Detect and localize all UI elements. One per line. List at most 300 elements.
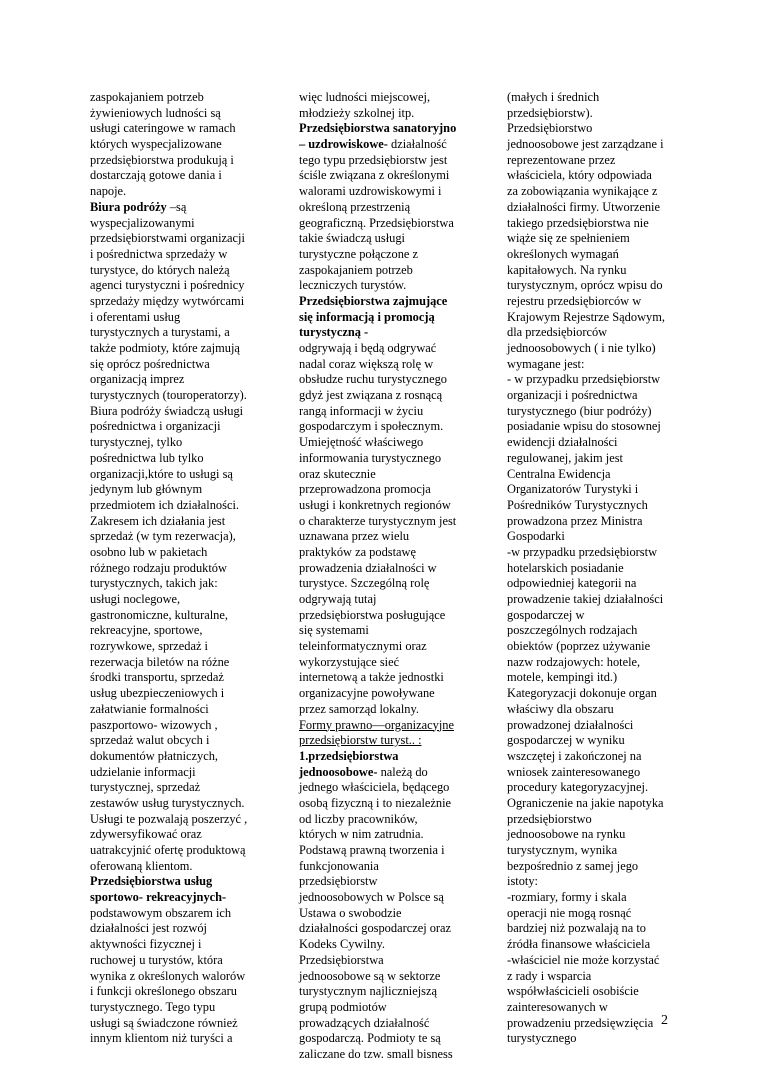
text-line bbox=[299, 184, 479, 200]
text-segment: usługi są świadczone również bbox=[90, 1015, 238, 1030]
text-segment: Usługi te pozwalają poszerzyć , bbox=[90, 811, 248, 826]
text-segment: źródła finansowe właściciela bbox=[507, 937, 651, 952]
text-segment: się systemami bbox=[299, 623, 369, 638]
text-segment: przedmiotem ich działalności. bbox=[90, 497, 239, 512]
text-line bbox=[507, 1000, 687, 1016]
text-line bbox=[90, 639, 265, 655]
text-line bbox=[299, 388, 479, 404]
text-line bbox=[90, 514, 265, 530]
text-segment: osobno lub w pakietach bbox=[90, 544, 208, 559]
text-segment: usług ubezpieczeniowych i bbox=[90, 686, 225, 701]
text-segment: i pośrednictwa sprzedaży w bbox=[90, 246, 228, 261]
text-segment: bezpośrednio z samej jego bbox=[507, 858, 639, 873]
text-segment: uatrakcyjnić ofertę produktową bbox=[90, 843, 246, 857]
text-line bbox=[90, 623, 265, 639]
text-segment: wyspecjalizowanymi bbox=[90, 215, 195, 230]
text-segment: Pośredników Turystycznych bbox=[507, 497, 648, 512]
text-line bbox=[90, 592, 265, 608]
text-line bbox=[90, 937, 265, 953]
text-segment: regulowanej, jakim jest bbox=[507, 450, 623, 465]
text-line bbox=[507, 184, 687, 200]
text-line bbox=[299, 325, 479, 341]
text-segment: gastronomiczne, kulturalne, bbox=[90, 607, 228, 622]
text-segment: prowadzenie takiej działalności bbox=[507, 592, 664, 606]
text-segment: udzielanie informacji bbox=[90, 764, 196, 779]
text-line bbox=[299, 921, 479, 937]
text-line bbox=[90, 263, 265, 279]
text-line bbox=[90, 796, 265, 812]
text-line bbox=[90, 859, 265, 875]
text-line bbox=[507, 200, 687, 216]
text-line bbox=[507, 357, 687, 373]
text-segment: Przedsiębiorstwa usług bbox=[90, 874, 213, 889]
text-line bbox=[299, 106, 479, 122]
text-segment: obsłudze ruchu turystycznego bbox=[299, 372, 447, 387]
text-segment: jednoosobowe- bbox=[299, 764, 378, 779]
text-segment: Przedsiębiorstwa sanatoryjno bbox=[299, 121, 457, 136]
text-segment: turystycznych a turystami, a bbox=[90, 325, 230, 340]
text-segment: usługi noclegowe, bbox=[90, 592, 181, 606]
text-line bbox=[90, 247, 265, 263]
text-segment: oferowaną klientom. bbox=[90, 858, 193, 873]
text-segment: takiego przedsiębiorstwa nie bbox=[507, 215, 649, 230]
text-line bbox=[299, 827, 479, 843]
text-line bbox=[507, 168, 687, 184]
text-line bbox=[90, 372, 265, 388]
text-line bbox=[299, 341, 479, 357]
text-line bbox=[299, 278, 479, 294]
text-segment: grupą podmiotów bbox=[299, 999, 387, 1014]
text-line bbox=[90, 184, 265, 200]
text-segment: wykorzystujące sieć bbox=[299, 654, 400, 669]
text-segment: gospodarczą. Podmioty te są bbox=[299, 1031, 441, 1046]
text-segment: o charakterze turystycznym jest bbox=[299, 513, 457, 528]
text-segment: innym klientom niż turyści a bbox=[90, 1031, 233, 1046]
text-segment: -właściciel nie może korzystać bbox=[507, 952, 660, 967]
text-segment: Biura podróży świadczą usługi bbox=[90, 403, 244, 418]
text-line bbox=[507, 921, 687, 937]
text-line bbox=[299, 1031, 479, 1047]
text-segment: przedsiębiorstw turyst.. : bbox=[299, 733, 422, 748]
text-line bbox=[90, 106, 265, 122]
text-line bbox=[299, 168, 479, 184]
text-line bbox=[90, 310, 265, 326]
text-line bbox=[90, 686, 265, 702]
text-segment: załatwianie formalności bbox=[90, 701, 209, 716]
text-column-2 bbox=[299, 90, 479, 1063]
text-segment: od liczby pracowników, bbox=[299, 811, 418, 826]
text-line bbox=[299, 90, 479, 106]
text-line bbox=[299, 592, 479, 608]
text-line bbox=[90, 843, 265, 859]
text-line bbox=[90, 435, 265, 451]
text-segment: turystycznych (touroperatorzy). bbox=[90, 388, 247, 403]
text-segment: reprezentowane przez bbox=[507, 152, 616, 167]
text-line bbox=[299, 702, 479, 718]
text-line bbox=[299, 137, 479, 153]
text-line bbox=[507, 984, 687, 1000]
text-line bbox=[507, 419, 687, 435]
text-line bbox=[299, 514, 479, 530]
text-segment: Zakresem ich działania jest bbox=[90, 513, 226, 528]
text-line bbox=[299, 780, 479, 796]
text-segment: walorami uzdrowiskowymi i bbox=[299, 184, 442, 199]
text-segment: Przedsiębiorstwa bbox=[299, 952, 384, 967]
text-segment: usługi i konkretnych regionów bbox=[299, 497, 451, 512]
text-segment: agenci turystyczni i pośrednicy bbox=[90, 278, 245, 293]
text-line bbox=[299, 247, 479, 263]
text-segment: żywieniowych ludności są bbox=[90, 105, 221, 120]
text-line bbox=[299, 404, 479, 420]
text-segment: przedsiębiorstw bbox=[299, 874, 378, 889]
text-line bbox=[299, 435, 479, 451]
text-segment: aktywności fizycznej i bbox=[90, 937, 202, 952]
text-line bbox=[90, 655, 265, 671]
text-segment: odgrywają tutaj bbox=[299, 592, 377, 606]
text-segment: zestawów usług turystycznych. bbox=[90, 795, 245, 810]
text-segment: zaspokajaniem potrzeb bbox=[90, 90, 204, 104]
text-segment: 1.przedsiębiorstwa bbox=[299, 748, 399, 763]
text-line bbox=[90, 341, 265, 357]
text-segment: odgrywają i będą odgrywać bbox=[299, 341, 437, 355]
text-segment: ewidencji działalności bbox=[507, 435, 618, 450]
text-segment: turystyce. Szczególną rolę bbox=[299, 576, 430, 591]
text-line bbox=[299, 419, 479, 435]
text-line bbox=[299, 984, 479, 1000]
text-segment: określoną przestrzenią bbox=[299, 199, 411, 214]
text-line bbox=[507, 153, 687, 169]
text-segment: pośrednictwa lub tylko bbox=[90, 450, 204, 465]
text-line bbox=[90, 153, 265, 169]
text-segment: należą do bbox=[377, 764, 428, 779]
text-segment: uznawana przez wielu bbox=[299, 529, 410, 544]
text-line bbox=[507, 137, 687, 153]
text-line bbox=[299, 294, 479, 310]
text-line bbox=[507, 623, 687, 639]
text-segment: także podmioty, które zajmują bbox=[90, 341, 240, 355]
text-line bbox=[507, 953, 687, 969]
text-segment: dokumentów płatniczych, bbox=[90, 748, 219, 763]
text-line bbox=[507, 121, 687, 137]
text-segment: Kodeks Cywilny. bbox=[299, 937, 385, 952]
text-segment: młodzieży szkolnej itp. bbox=[299, 105, 415, 120]
text-line bbox=[299, 874, 479, 890]
text-line bbox=[507, 90, 687, 106]
text-segment: Formy prawno—organizacyjne bbox=[299, 717, 454, 732]
text-line bbox=[90, 168, 265, 184]
text-line bbox=[90, 1000, 265, 1016]
text-segment: przez samorząd lokalny. bbox=[299, 701, 419, 716]
text-line bbox=[507, 404, 687, 420]
text-line bbox=[299, 906, 479, 922]
text-line bbox=[507, 310, 687, 326]
text-line bbox=[507, 451, 687, 467]
text-segment: działalności gospodarczej oraz bbox=[299, 921, 452, 936]
text-line bbox=[507, 467, 687, 483]
text-segment: Biura podróży bbox=[90, 199, 167, 214]
text-segment: których wyspecjalizowane bbox=[90, 137, 222, 152]
text-segment: Przedsiębiorstwa zajmujące bbox=[299, 293, 448, 308]
text-line bbox=[507, 608, 687, 624]
text-segment: obiektów (poprzez używanie bbox=[507, 639, 651, 654]
text-segment: wymagane jest: bbox=[507, 356, 585, 371]
text-segment: prowadzących działalność bbox=[299, 1015, 430, 1030]
text-line bbox=[90, 419, 265, 435]
text-segment: –są bbox=[166, 199, 187, 214]
text-line bbox=[299, 200, 479, 216]
text-segment: turystycznego (biur podróży) bbox=[507, 403, 652, 418]
text-segment: -rozmiary, formy i skala bbox=[507, 890, 627, 905]
text-line bbox=[507, 827, 687, 843]
text-line bbox=[507, 231, 687, 247]
text-segment: turystycznych, takich jak: bbox=[90, 576, 218, 591]
text-line bbox=[90, 357, 265, 373]
text-line bbox=[90, 231, 265, 247]
text-segment: właściwy dla obszaru bbox=[507, 701, 614, 716]
text-segment: poszczególnych rodzajach bbox=[507, 623, 638, 638]
text-segment: prowadzenia działalności w bbox=[299, 560, 437, 575]
text-line bbox=[90, 498, 265, 514]
text-line bbox=[90, 921, 265, 937]
text-segment: przeprowadzona promocja bbox=[299, 482, 431, 497]
text-line bbox=[299, 670, 479, 686]
text-segment: internetową a także jednostki bbox=[299, 670, 444, 685]
text-segment: dostarczają gotowe dania i bbox=[90, 168, 222, 183]
text-segment: takie świadczą usługi bbox=[299, 231, 405, 246]
text-line bbox=[299, 498, 479, 514]
text-segment: posiadanie wpisu do stosownej bbox=[507, 419, 661, 434]
text-line bbox=[90, 827, 265, 843]
text-line bbox=[299, 718, 479, 734]
text-line bbox=[90, 718, 265, 734]
text-line bbox=[299, 545, 479, 561]
text-segment: jednego właściciela, będącego bbox=[299, 780, 450, 795]
text-segment: – uzdrowiskowe- bbox=[299, 137, 388, 152]
text-line bbox=[299, 576, 479, 592]
text-segment: Umiejętność właściwego bbox=[299, 435, 424, 450]
text-segment: których w nim zatrudnia. bbox=[299, 827, 424, 842]
text-line bbox=[299, 765, 479, 781]
text-segment: działalności firmy. Utworzenie bbox=[507, 199, 660, 214]
text-line bbox=[90, 1031, 265, 1047]
text-segment: podstawowym obszarem ich bbox=[90, 905, 232, 920]
text-line bbox=[507, 859, 687, 875]
text-segment: różnego rodzaju produktów bbox=[90, 560, 227, 575]
text-line bbox=[507, 969, 687, 985]
text-segment: Ograniczenie na jakie napotyka bbox=[507, 795, 664, 810]
text-segment: turystycznym, wynika bbox=[507, 843, 618, 857]
text-segment: prowadzeniu przedsięwzięcia bbox=[507, 1015, 654, 1030]
text-segment: Centralna Ewidencja bbox=[507, 466, 611, 481]
text-line bbox=[507, 498, 687, 514]
text-line bbox=[90, 278, 265, 294]
text-segment: Ustawa o swobodzie bbox=[299, 905, 402, 920]
text-segment: jednoosobowych w Polsce są bbox=[299, 890, 444, 905]
text-line bbox=[299, 482, 479, 498]
text-segment: organizacją imprez bbox=[90, 372, 185, 387]
text-segment: nazw rodzajowych: hotele, bbox=[507, 654, 641, 669]
text-segment: - w przypadku przedsiębiorstw bbox=[507, 372, 661, 387]
text-segment: współwłaścicieli osobiście bbox=[507, 984, 639, 999]
text-line bbox=[90, 121, 265, 137]
text-segment: organizacji i pośrednictwa bbox=[507, 388, 638, 403]
text-segment: dla przedsiębiorców bbox=[507, 325, 608, 340]
text-line bbox=[299, 843, 479, 859]
text-segment: przedsiębiorstwa posługujące bbox=[299, 607, 446, 622]
text-segment: wiąże się ze spełnieniem bbox=[507, 231, 630, 246]
text-line bbox=[90, 749, 265, 765]
text-segment: zdywersyfikować oraz bbox=[90, 827, 202, 842]
text-segment: turystycznego bbox=[507, 1031, 577, 1046]
text-segment: sprzedaż walut obcych i bbox=[90, 733, 210, 748]
text-line bbox=[90, 137, 265, 153]
text-segment: turystycznym, oprócz wpisu do bbox=[507, 278, 663, 293]
text-line bbox=[299, 937, 479, 953]
text-line bbox=[299, 153, 479, 169]
text-line bbox=[90, 953, 265, 969]
text-line bbox=[299, 812, 479, 828]
text-segment: gdyż jest związana z rosnącą bbox=[299, 388, 443, 403]
text-line bbox=[507, 514, 687, 530]
text-segment: gospodarczej w bbox=[507, 607, 585, 622]
text-line bbox=[507, 278, 687, 294]
text-line bbox=[507, 341, 687, 357]
text-line bbox=[90, 890, 265, 906]
text-segment: i oferentami usług bbox=[90, 309, 181, 324]
text-line bbox=[299, 686, 479, 702]
text-line bbox=[90, 780, 265, 796]
text-line bbox=[507, 372, 687, 388]
text-segment: zaspokajaniem potrzeb bbox=[299, 262, 413, 277]
text-line bbox=[507, 1031, 687, 1047]
text-line bbox=[299, 216, 479, 232]
text-segment: Organizatorów Turystyki i bbox=[507, 482, 639, 497]
text-line bbox=[90, 200, 265, 216]
text-line bbox=[507, 435, 687, 451]
text-line bbox=[299, 859, 479, 875]
text-line bbox=[90, 404, 265, 420]
text-segment: wniosek zainteresowanego bbox=[507, 764, 641, 779]
text-line bbox=[90, 1016, 265, 1032]
text-segment: wszczętej i zakończonej na bbox=[507, 748, 642, 763]
text-segment: odpowiedniej kategorii na bbox=[507, 576, 637, 591]
text-segment: bardziej niż pozwalają na to bbox=[507, 921, 646, 936]
text-line bbox=[507, 780, 687, 796]
text-segment: więc ludności miejscowej, bbox=[299, 90, 431, 104]
text-line bbox=[507, 843, 687, 859]
text-segment: i funkcji określonego obszaru bbox=[90, 984, 237, 999]
text-segment: turystycznym najliczniejszą bbox=[299, 984, 437, 999]
text-segment: oraz skutecznie bbox=[299, 466, 376, 481]
text-line bbox=[507, 545, 687, 561]
text-segment: turystycznego. Tego typu bbox=[90, 999, 216, 1014]
text-line bbox=[90, 733, 265, 749]
text-segment: Przedsiębiorstwo bbox=[507, 121, 593, 136]
text-line bbox=[299, 561, 479, 577]
text-line bbox=[299, 310, 479, 326]
text-line bbox=[299, 231, 479, 247]
text-segment: Gospodarki bbox=[507, 529, 565, 544]
text-line bbox=[299, 623, 479, 639]
text-segment: procedury kategoryzacyjnej. bbox=[507, 780, 649, 795]
text-segment: motele, kempingi itd.) bbox=[507, 670, 618, 685]
text-segment: leczniczych turystów. bbox=[299, 278, 407, 293]
text-line bbox=[299, 796, 479, 812]
text-line bbox=[507, 702, 687, 718]
text-line bbox=[507, 796, 687, 812]
text-line bbox=[507, 670, 687, 686]
text-segment: rejestru przedsiębiorców w bbox=[507, 293, 642, 308]
text-line bbox=[507, 294, 687, 310]
text-line bbox=[299, 969, 479, 985]
text-line bbox=[90, 576, 265, 592]
text-segment: operacji nie mogą rosnąć bbox=[507, 905, 632, 920]
text-segment: funkcjonowania bbox=[299, 858, 379, 873]
text-line bbox=[299, 263, 479, 279]
text-line bbox=[507, 529, 687, 545]
text-segment: kapitałowych. Na rynku bbox=[507, 262, 627, 277]
text-line bbox=[507, 812, 687, 828]
text-line bbox=[507, 482, 687, 498]
text-segment: działalność bbox=[387, 137, 447, 152]
text-segment: usługi cateringowe w ramach bbox=[90, 121, 236, 136]
text-line bbox=[299, 639, 479, 655]
text-line bbox=[299, 655, 479, 671]
text-line bbox=[90, 216, 265, 232]
text-line bbox=[299, 749, 479, 765]
text-line bbox=[507, 388, 687, 404]
text-line bbox=[299, 121, 479, 137]
text-segment: przedsiębiorstwo bbox=[507, 811, 592, 826]
text-line bbox=[507, 561, 687, 577]
text-line bbox=[507, 325, 687, 341]
text-segment: organizacji,które to usługi są bbox=[90, 466, 233, 481]
text-line bbox=[90, 451, 265, 467]
text-segment: Krajowym Rejestrze Sądowym, bbox=[507, 309, 665, 324]
text-line bbox=[507, 655, 687, 671]
text-segment: prowadzonej działalności bbox=[507, 717, 634, 732]
text-line bbox=[299, 1047, 479, 1063]
text-segment: przedsiębiorstwami organizacji bbox=[90, 231, 245, 246]
text-segment: turystycznej, tylko bbox=[90, 435, 183, 450]
text-line bbox=[507, 906, 687, 922]
text-segment: się informacją i promocją bbox=[299, 309, 435, 324]
text-segment: przedsiębiorstwa produkują i bbox=[90, 152, 234, 167]
text-line bbox=[90, 702, 265, 718]
text-line bbox=[90, 984, 265, 1000]
text-segment: (małych i średnich bbox=[507, 90, 600, 104]
text-line bbox=[507, 263, 687, 279]
text-segment: jednoosobowe jest zarządzane i bbox=[507, 137, 664, 152]
text-segment: jednoosobowe są w sektorze bbox=[299, 968, 441, 983]
text-line bbox=[299, 467, 479, 483]
text-segment: rezerwacja biletów na różne bbox=[90, 654, 230, 669]
text-line bbox=[507, 1016, 687, 1032]
text-segment: turystyczną - bbox=[299, 325, 369, 340]
text-segment: turystycznej, sprzedaż bbox=[90, 780, 201, 795]
text-segment: przedsiębiorstw). bbox=[507, 105, 593, 120]
text-segment: działalności jest rozwój bbox=[90, 921, 207, 936]
text-segment: sprzedaży między wytwórcami bbox=[90, 293, 245, 308]
text-line bbox=[90, 545, 265, 561]
text-segment: Kategoryzacji dokonuje organ bbox=[507, 686, 657, 701]
text-segment: jednoosobowych ( i nie tylko) bbox=[507, 341, 656, 355]
text-line bbox=[90, 561, 265, 577]
text-line bbox=[90, 388, 265, 404]
text-line bbox=[507, 216, 687, 232]
text-segment: osobą fizyczną i to niezależnie bbox=[299, 795, 452, 810]
text-line bbox=[90, 467, 265, 483]
